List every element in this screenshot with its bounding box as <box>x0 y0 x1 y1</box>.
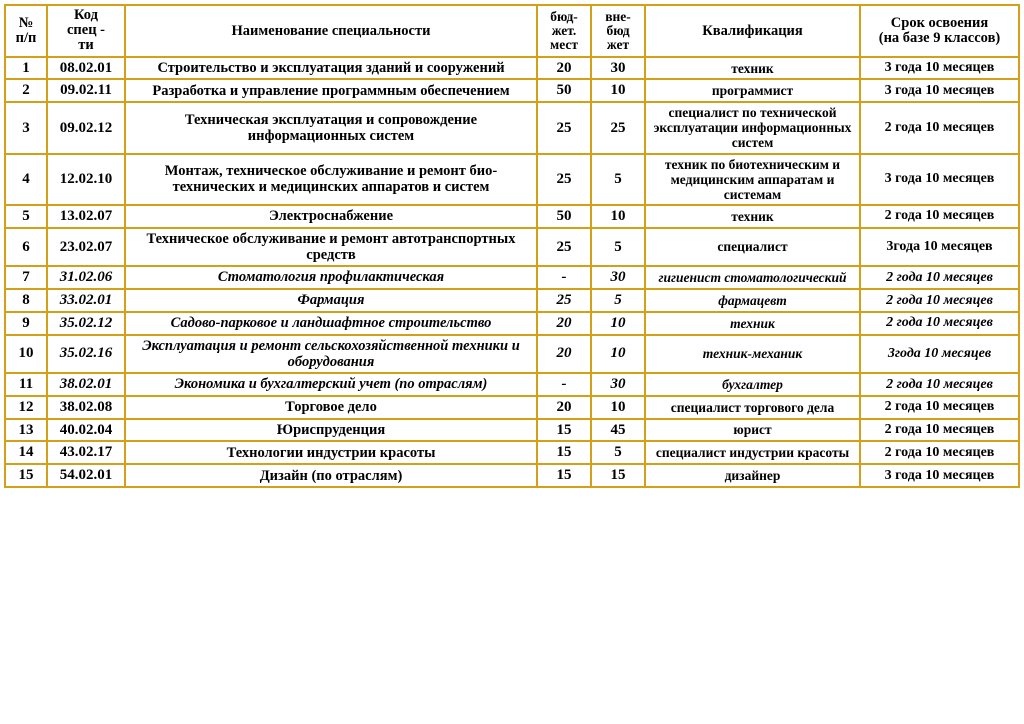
cell-code: 12.02.10 <box>47 154 125 205</box>
column-header-qualification <box>645 5 860 57</box>
cell-code: 08.02.01 <box>47 57 125 80</box>
column-header-nonbudget-text: вне- бюд жет <box>605 8 631 52</box>
cell-nonbudget-places: 10 <box>591 335 645 373</box>
cell-budget-places: 15 <box>537 464 591 487</box>
cell-qualification: техник <box>645 57 860 80</box>
cell-nonbudget-places: 10 <box>591 205 645 228</box>
cell-budget-places: 50 <box>537 205 591 228</box>
cell-nonbudget-places: 5 <box>591 154 645 205</box>
cell-number: 9 <box>5 312 47 335</box>
cell-qualification: специалист <box>645 228 860 266</box>
cell-number: 4 <box>5 154 47 205</box>
cell-code: 33.02.01 <box>47 289 125 312</box>
table-row <box>5 154 1019 205</box>
table-row <box>5 312 1019 335</box>
table-header <box>5 5 1019 57</box>
cell-budget-places: 15 <box>537 419 591 442</box>
cell-specialty-name: Садово-парковое и ландшафтное строительство <box>125 312 537 335</box>
cell-qualification: техник <box>645 205 860 228</box>
cell-code: 38.02.08 <box>47 396 125 419</box>
column-header-name <box>125 5 537 57</box>
cell-number: 5 <box>5 205 47 228</box>
cell-code: 13.02.07 <box>47 205 125 228</box>
column-header-name-text: Наименование специальности <box>231 22 431 39</box>
cell-term: 3 года 10 месяцев <box>860 79 1019 102</box>
cell-code: 38.02.01 <box>47 373 125 396</box>
cell-specialty-name: Электроснабжение <box>125 205 537 228</box>
table-body <box>5 57 1019 487</box>
cell-budget-places: 25 <box>537 228 591 266</box>
cell-nonbudget-places: 5 <box>591 289 645 312</box>
cell-specialty-name: Экономика и бухгалтерский учет (по отраслям) <box>125 373 537 396</box>
cell-term: 2 года 10 месяцев <box>860 312 1019 335</box>
cell-term: 2 года 10 месяцев <box>860 419 1019 442</box>
table-row <box>5 57 1019 80</box>
cell-term: 2 года 10 месяцев <box>860 396 1019 419</box>
cell-nonbudget-places: 10 <box>591 396 645 419</box>
column-header-term <box>860 5 1019 57</box>
cell-code: 09.02.12 <box>47 102 125 153</box>
table-row <box>5 289 1019 312</box>
cell-budget-places: 15 <box>537 441 591 464</box>
table-row <box>5 228 1019 266</box>
cell-term: 2 года 10 месяцев <box>860 289 1019 312</box>
cell-term: 2 года 10 месяцев <box>860 205 1019 228</box>
cell-nonbudget-places: 5 <box>591 441 645 464</box>
header-row <box>5 5 1019 57</box>
cell-term: 2 года 10 месяцев <box>860 441 1019 464</box>
cell-budget-places: 20 <box>537 396 591 419</box>
cell-term: 3года 10 месяцев <box>860 228 1019 266</box>
cell-number: 14 <box>5 441 47 464</box>
table-row <box>5 266 1019 289</box>
cell-qualification: специалист по технической эксплуатации информационных систем <box>645 102 860 153</box>
cell-number: 11 <box>5 373 47 396</box>
cell-code: 09.02.11 <box>47 79 125 102</box>
column-header-term-text: Срок освоения (на базе 9 классов) <box>878 14 1001 46</box>
cell-specialty-name: Строительство и эксплуатация зданий и сооружений <box>125 57 537 80</box>
cell-nonbudget-places: 15 <box>591 464 645 487</box>
cell-qualification: дизайнер <box>645 464 860 487</box>
cell-qualification: специалист индустрии красоты <box>645 441 860 464</box>
cell-code: 23.02.07 <box>47 228 125 266</box>
column-header-nonbudget <box>591 5 645 57</box>
cell-code: 54.02.01 <box>47 464 125 487</box>
cell-specialty-name: Дизайн (по отраслям) <box>125 464 537 487</box>
cell-code: 31.02.06 <box>47 266 125 289</box>
cell-number: 13 <box>5 419 47 442</box>
column-header-code <box>47 5 125 57</box>
column-header-number <box>5 5 47 57</box>
cell-qualification: техник-механик <box>645 335 860 373</box>
column-header-budget-text: бюд- жет. мест <box>550 8 578 52</box>
cell-budget-places: 50 <box>537 79 591 102</box>
cell-specialty-name: Монтаж, техническое обслуживание и ремонт био-технических и медицинских аппаратов и систем <box>125 154 537 205</box>
table-row <box>5 441 1019 464</box>
column-header-budget <box>537 5 591 57</box>
cell-nonbudget-places: 25 <box>591 102 645 153</box>
cell-budget-places: 25 <box>537 289 591 312</box>
specialties-table <box>4 4 1020 488</box>
cell-budget-places: - <box>537 373 591 396</box>
column-header-number-text: № п/п <box>15 14 37 46</box>
cell-number: 6 <box>5 228 47 266</box>
cell-term: 3 года 10 месяцев <box>860 464 1019 487</box>
cell-code: 40.02.04 <box>47 419 125 442</box>
cell-specialty-name: Разработка и управление программным обеспечением <box>125 79 537 102</box>
table-row <box>5 419 1019 442</box>
cell-nonbudget-places: 30 <box>591 373 645 396</box>
cell-qualification: фармацевт <box>645 289 860 312</box>
cell-nonbudget-places: 30 <box>591 57 645 80</box>
cell-budget-places: 20 <box>537 312 591 335</box>
cell-term: 2 года 10 месяцев <box>860 102 1019 153</box>
cell-number: 8 <box>5 289 47 312</box>
cell-nonbudget-places: 30 <box>591 266 645 289</box>
cell-qualification: юрист <box>645 419 860 442</box>
cell-number: 15 <box>5 464 47 487</box>
cell-budget-places: 25 <box>537 154 591 205</box>
cell-code: 35.02.16 <box>47 335 125 373</box>
cell-number: 1 <box>5 57 47 80</box>
cell-number: 2 <box>5 79 47 102</box>
cell-specialty-name: Юриспруденция <box>125 419 537 442</box>
cell-code: 35.02.12 <box>47 312 125 335</box>
cell-specialty-name: Эксплуатация и ремонт сельскохозяйственной техники и оборудования <box>125 335 537 373</box>
column-header-qualification-text: Квалификация <box>702 22 803 39</box>
cell-qualification: техник по биотехническим и медицинским аппаратам и системам <box>645 154 860 205</box>
cell-qualification: программист <box>645 79 860 102</box>
cell-specialty-name: Техническая эксплуатация и сопровождение информационных систем <box>125 102 537 153</box>
cell-term: 2 года 10 месяцев <box>860 266 1019 289</box>
cell-specialty-name: Стоматология профилактическая <box>125 266 537 289</box>
cell-qualification: бухгалтер <box>645 373 860 396</box>
cell-budget-places: 25 <box>537 102 591 153</box>
table-row <box>5 373 1019 396</box>
table-row <box>5 79 1019 102</box>
cell-qualification: специалист торгового дела <box>645 396 860 419</box>
cell-term: 3 года 10 месяцев <box>860 154 1019 205</box>
cell-number: 10 <box>5 335 47 373</box>
table-row <box>5 464 1019 487</box>
cell-nonbudget-places: 10 <box>591 312 645 335</box>
cell-budget-places: 20 <box>537 57 591 80</box>
cell-qualification: гигиенист стоматологический <box>645 266 860 289</box>
cell-code: 43.02.17 <box>47 441 125 464</box>
cell-number: 3 <box>5 102 47 153</box>
cell-nonbudget-places: 5 <box>591 228 645 266</box>
cell-term: 2 года 10 месяцев <box>860 373 1019 396</box>
cell-specialty-name: Торговое дело <box>125 396 537 419</box>
table-row <box>5 102 1019 153</box>
cell-number: 12 <box>5 396 47 419</box>
table-row <box>5 396 1019 419</box>
cell-specialty-name: Техническое обслуживание и ремонт автотранспортных средств <box>125 228 537 266</box>
column-header-code-text: Код спец - ти <box>66 7 106 54</box>
cell-term: 3 года 10 месяцев <box>860 57 1019 80</box>
cell-nonbudget-places: 10 <box>591 79 645 102</box>
cell-nonbudget-places: 45 <box>591 419 645 442</box>
cell-specialty-name: Технологии индустрии красоты <box>125 441 537 464</box>
cell-specialty-name: Фармация <box>125 289 537 312</box>
cell-budget-places: - <box>537 266 591 289</box>
cell-number: 7 <box>5 266 47 289</box>
table-row <box>5 205 1019 228</box>
cell-qualification: техник <box>645 312 860 335</box>
cell-budget-places: 20 <box>537 335 591 373</box>
table-row <box>5 335 1019 373</box>
cell-term: 3года 10 месяцев <box>860 335 1019 373</box>
